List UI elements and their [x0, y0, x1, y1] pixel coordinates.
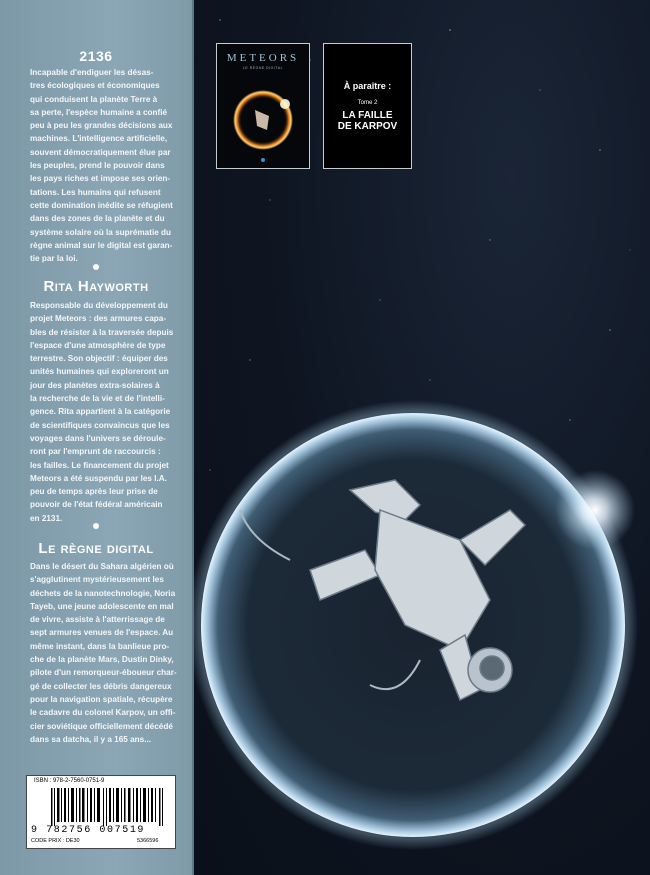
- section-text-2136: Incapable d'endiguer les désas- tres écologiques et économiques qui conduisent la planète Terre à sa perte, l'espèce humaine a confié peu à peu les grandes décisions aux machines. L'intelligence artificielle, souvent démocratiquement élue par les peuples, prend le pouvoir dans les pays riches et impose ses orien- tations. Les humains qui refusent cette domination inédite se réfugient dans des zones de la planète et du système solaire où la suprématie du règne animal sur le digital est garan- tie par la loi.: [30, 68, 173, 264]
- upcoming-volume-box: [323, 43, 412, 169]
- upcoming-heading: À paraître :: [343, 81, 392, 91]
- section-title-2136: 2136: [79, 48, 113, 64]
- product-ref: 5366596: [137, 838, 159, 844]
- section-divider-dot: [93, 264, 99, 270]
- planet-astronaut-scene: [190, 400, 650, 875]
- section-text-le-regne-digital: Dans le désert du Sahara algérien où s'agglutinent mystérieusement les déchets de la nanotechnologie, Noria Tayeb, une jeune adolescente en mal de vivre, assiste à l'atterrissage de sept armures venues de l'espace. Au même instant, dans la banlieue pro- che de la planète Mars, Dustin Dinky, pilote d'un remorqueur-éboueur char- gé de collecter les débris dangereux pour la navigation spatiale, récupère le cadavre du colonel Karpov, un offi- cier soviétique officiellement décédé dans sa datcha, il y a 165 ans...: [30, 562, 177, 744]
- sidebar-panel: [0, 0, 194, 875]
- barcode-label: [26, 775, 176, 849]
- barcode-icon: [51, 788, 165, 826]
- section-text-rita-hayworth: Responsable du développement du projet Meteors : des armures capa- bles de résister à la traversée depuis l'espace d'une atmosphère de type terrestre. Son objectif : équiper des unités humaines qui exploreront un jour des planètes extra-solaires à la recherche de la vie et de l'intelli- gence. Rita appartient à la catégorie de scientifiques convaincus que les voyages dans l'univers se déroule- ront par l'emprunt de raccourcis : les failles. Le financement du projet Meteors a été suspendu par les I.A. peu de temps après leur prise de pouvoir de l'état fédéral américain en 2131.: [30, 301, 174, 523]
- section-title-le-regne-digital: Le règne digital: [38, 540, 154, 557]
- upcoming-tome: Tome 2: [357, 100, 378, 106]
- isbn-text: ISBN : 978-2-7560-0751-9: [34, 778, 105, 784]
- cover-thumbnail: [216, 43, 310, 169]
- thumbnail-subtitle: LE RÈGNE DIGITAL: [242, 66, 284, 70]
- sun-flare: [555, 470, 635, 550]
- thumbnail-title: METEORS: [226, 52, 300, 64]
- section-divider-dot: [93, 523, 99, 529]
- price-code: CODE PRIX : DE30: [31, 838, 80, 844]
- barcode-digits: 9 782756 007519: [31, 825, 146, 836]
- section-title-rita-hayworth: Rita Hayworth: [43, 278, 149, 295]
- thumbnail-art: [217, 44, 309, 168]
- upcoming-title: LA FAILLE DE KARPOV: [337, 110, 398, 132]
